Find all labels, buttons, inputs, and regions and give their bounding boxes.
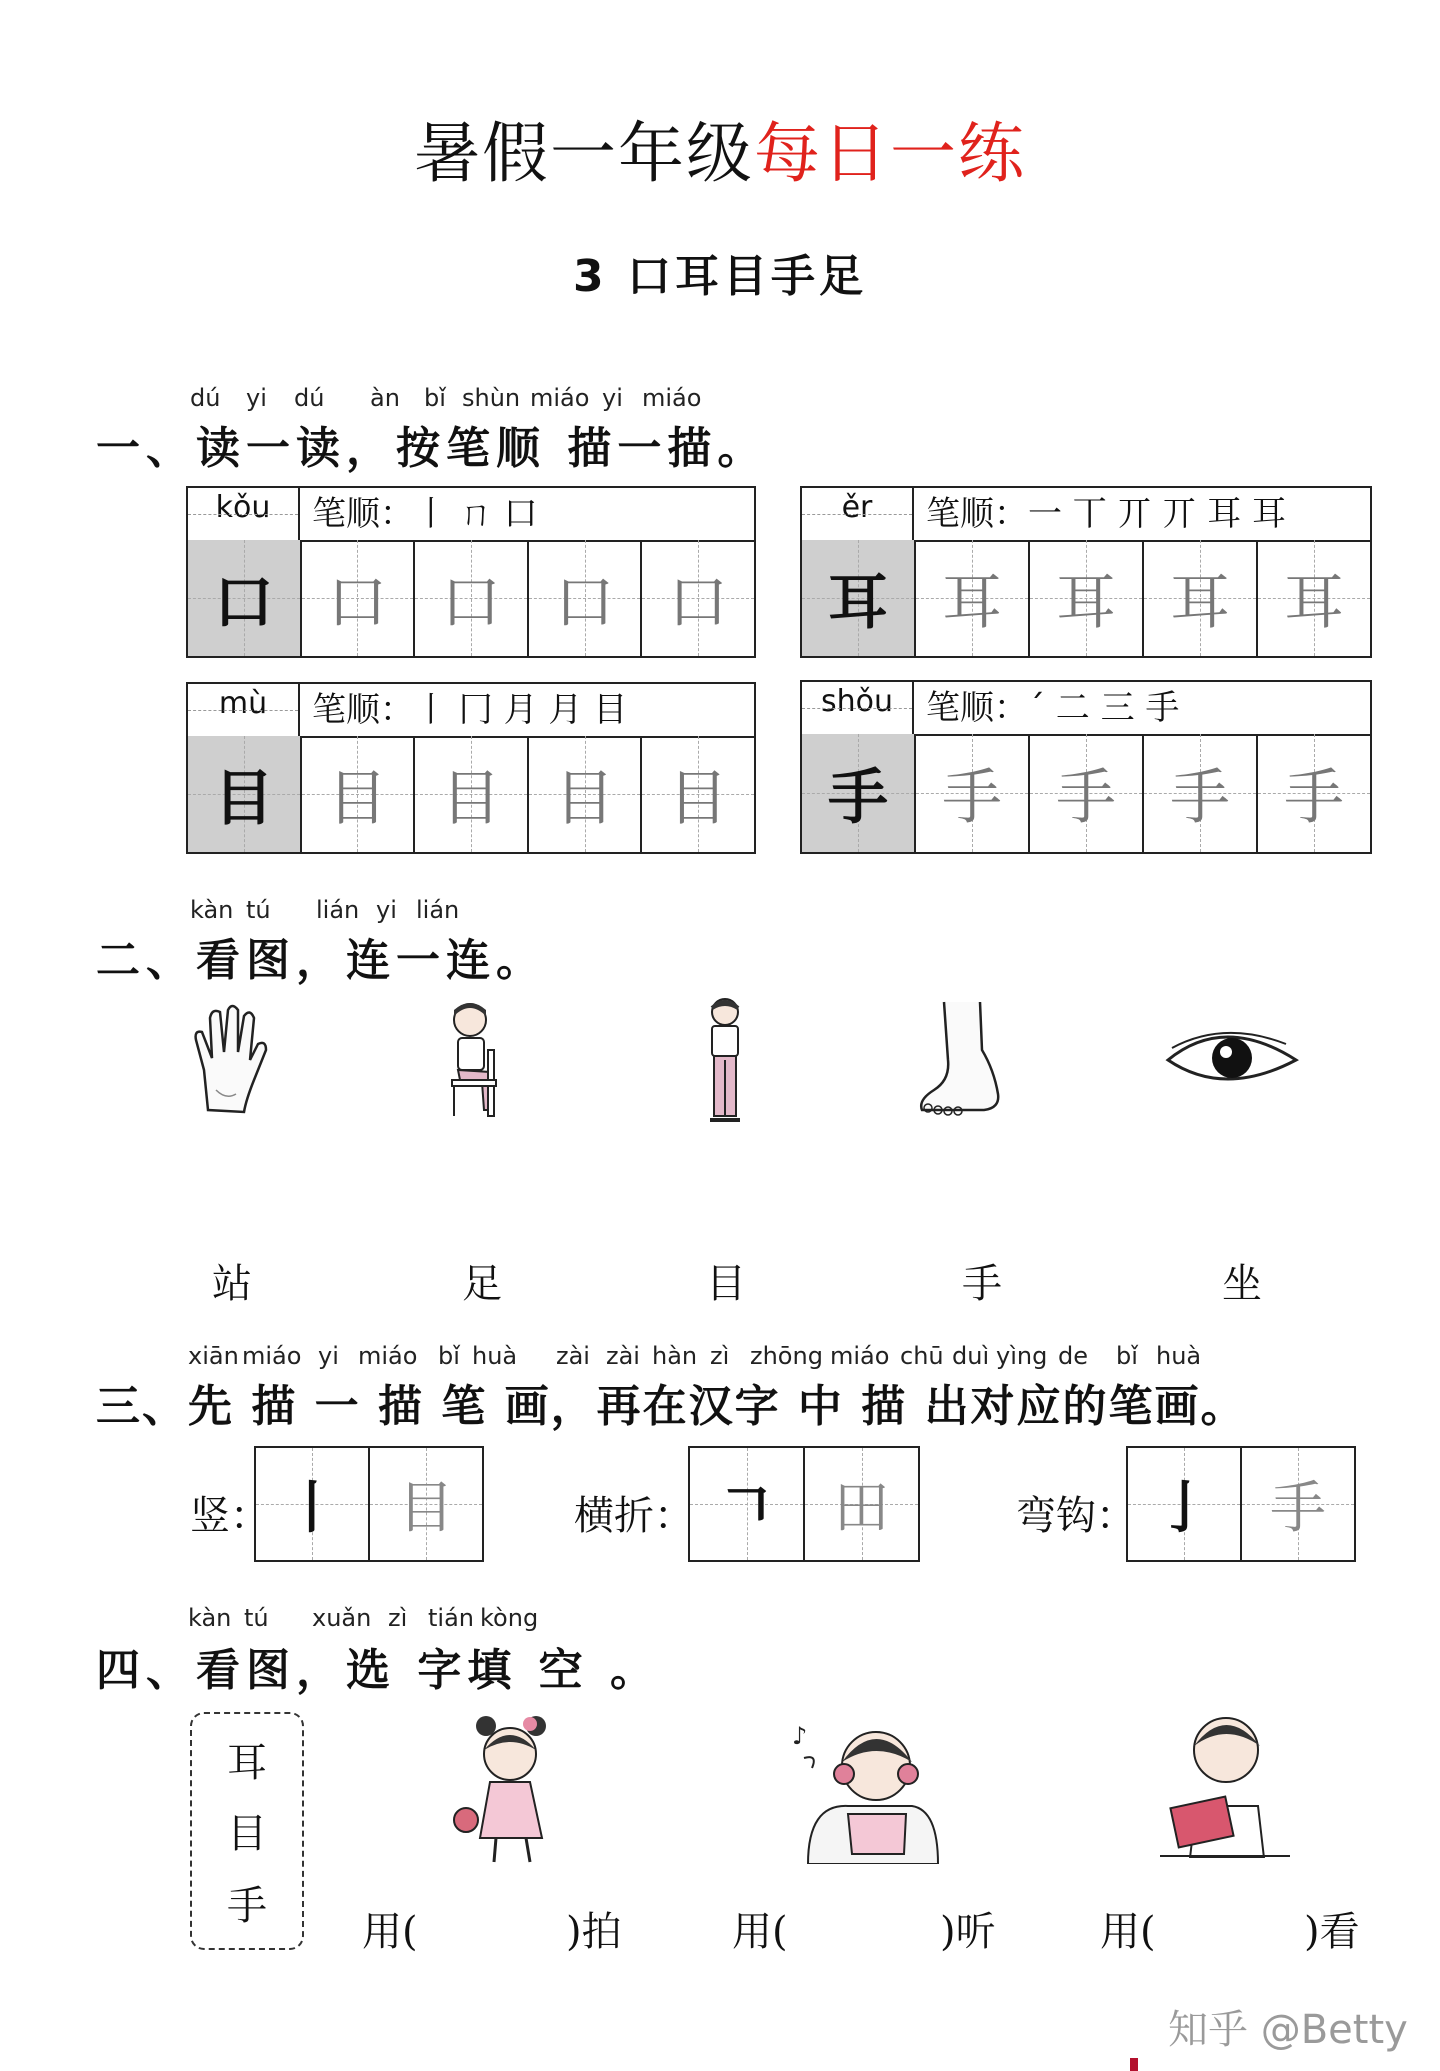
trace-cell[interactable]: 目 bbox=[529, 736, 643, 852]
blank-prefix: 用( bbox=[362, 1909, 418, 1955]
trace-cell[interactable]: 口 bbox=[415, 540, 529, 656]
hand-picture[interactable] bbox=[186, 1000, 276, 1120]
match-word[interactable]: 站 bbox=[212, 1261, 252, 1307]
trace-cell[interactable]: 耳 bbox=[1258, 540, 1370, 656]
choice-char[interactable]: 耳 bbox=[227, 1740, 267, 1787]
girl-clapping-picture[interactable] bbox=[446, 1714, 566, 1868]
char-trace-cell[interactable]: 手 bbox=[1242, 1448, 1354, 1560]
choice-char[interactable]: 手 bbox=[227, 1882, 267, 1929]
stroke-order-shou: 笔顺：ˊ 二 三 手 bbox=[926, 688, 1180, 728]
model-char-mu: 目 bbox=[188, 736, 302, 852]
pinyin-mu: mù bbox=[188, 684, 300, 736]
trace-cell[interactable]: 目 bbox=[415, 736, 529, 852]
trace-cell[interactable]: 口 bbox=[642, 540, 754, 656]
stroke-label-hengzhe: 横折： bbox=[574, 1493, 694, 1539]
trace-cell[interactable]: 口 bbox=[302, 540, 416, 656]
model-char-er: 耳 bbox=[802, 540, 916, 656]
stroke-table-mu bbox=[186, 682, 756, 854]
sitting-boy-picture[interactable] bbox=[440, 1000, 510, 1124]
answer-input-2[interactable] bbox=[800, 1908, 930, 1952]
trace-cell[interactable]: 目 bbox=[302, 736, 416, 852]
trace-cell[interactable]: 手 bbox=[916, 734, 1030, 852]
page-title bbox=[0, 100, 1440, 195]
model-char-kou: 口 bbox=[188, 540, 302, 656]
blank-suffix: )拍 bbox=[566, 1909, 622, 1955]
stroke-table-er bbox=[800, 486, 1372, 658]
answer-input-3[interactable] bbox=[1168, 1908, 1298, 1952]
stroke-label-wangou: 弯钩： bbox=[1016, 1493, 1136, 1539]
trace-cell[interactable]: 手 bbox=[1030, 734, 1144, 852]
title-highlight: 每日一练 bbox=[754, 115, 1026, 192]
trace-cell[interactable]: 目 bbox=[642, 736, 754, 852]
lesson-title: 3 口耳目手足 bbox=[573, 251, 867, 302]
eye-picture[interactable] bbox=[1164, 1024, 1300, 1094]
boy-reading-picture[interactable] bbox=[1160, 1706, 1290, 1858]
model-char-shou: 手 bbox=[802, 734, 916, 852]
stroke-trace-cell[interactable]: 丨 bbox=[256, 1448, 370, 1560]
match-word[interactable]: 足 bbox=[462, 1261, 502, 1307]
pinyin-shou: shǒu bbox=[802, 682, 914, 734]
stroke-box-hengzhe bbox=[688, 1446, 920, 1562]
blank-suffix: )听 bbox=[940, 1909, 996, 1955]
stroke-box-shu bbox=[254, 1446, 484, 1562]
trace-cell[interactable]: 手 bbox=[1258, 734, 1370, 852]
standing-boy-picture[interactable] bbox=[700, 996, 750, 1128]
stroke-trace-cell[interactable]: 𠃍 bbox=[690, 1448, 805, 1560]
svg-text:♪: ♪ bbox=[792, 1722, 808, 1750]
page-edge-mark bbox=[1130, 2058, 1138, 2071]
choice-box bbox=[190, 1712, 304, 1950]
section2-heading: 二、看图，连一连。 bbox=[96, 935, 546, 986]
pinyin-er: ěr bbox=[802, 488, 914, 540]
stroke-box-wangou bbox=[1126, 1446, 1356, 1562]
pinyin-kou: kǒu bbox=[188, 488, 300, 540]
char-trace-cell[interactable]: 目 bbox=[370, 1448, 482, 1560]
stroke-order-mu: 笔顺：丨 冂 月 月 目 bbox=[312, 690, 628, 730]
blank-prefix: 用( bbox=[1100, 1909, 1156, 1955]
foot-picture[interactable] bbox=[914, 1000, 1004, 1118]
match-word[interactable]: 目 bbox=[706, 1261, 746, 1307]
title-main: 暑假一年级 bbox=[414, 115, 754, 192]
stroke-trace-cell[interactable]: 亅 bbox=[1128, 1448, 1242, 1560]
trace-cell[interactable]: 耳 bbox=[1030, 540, 1144, 656]
stroke-label-shu: 竖： bbox=[190, 1493, 270, 1539]
char-trace-cell[interactable]: 田 bbox=[805, 1448, 918, 1560]
section1-heading: 一、读一读，按笔顺 描一描。 bbox=[96, 423, 768, 474]
trace-cell[interactable]: 耳 bbox=[1144, 540, 1258, 656]
watermark: 知乎 @Betty bbox=[1168, 2007, 1408, 2053]
choice-char[interactable]: 目 bbox=[227, 1811, 267, 1858]
trace-cell[interactable]: 口 bbox=[529, 540, 643, 656]
match-word[interactable]: 手 bbox=[962, 1261, 1002, 1307]
stroke-table-kou bbox=[186, 486, 756, 658]
stroke-order-er: 笔顺：一 丅 丌 丌 耳 耳 bbox=[926, 494, 1287, 534]
girl-listening-picture[interactable] bbox=[788, 1714, 948, 1864]
trace-cell[interactable]: 手 bbox=[1144, 734, 1258, 852]
blank-prefix: 用( bbox=[732, 1909, 788, 1955]
section4-heading: 四、看图，选 字填 空 。 bbox=[96, 1645, 660, 1696]
stroke-table-shou bbox=[800, 680, 1372, 854]
section3-heading: 三、先 描 一 描 笔 画，再在汉字 中 描 出对应的笔画。 bbox=[96, 1381, 1247, 1432]
answer-input-1[interactable] bbox=[430, 1908, 550, 1952]
trace-cell[interactable]: 耳 bbox=[916, 540, 1030, 656]
match-word[interactable]: 坐 bbox=[1222, 1261, 1262, 1307]
blank-suffix: )看 bbox=[1304, 1909, 1360, 1955]
stroke-order-kou: 笔顺：丨 ㄇ 口 bbox=[312, 494, 538, 534]
